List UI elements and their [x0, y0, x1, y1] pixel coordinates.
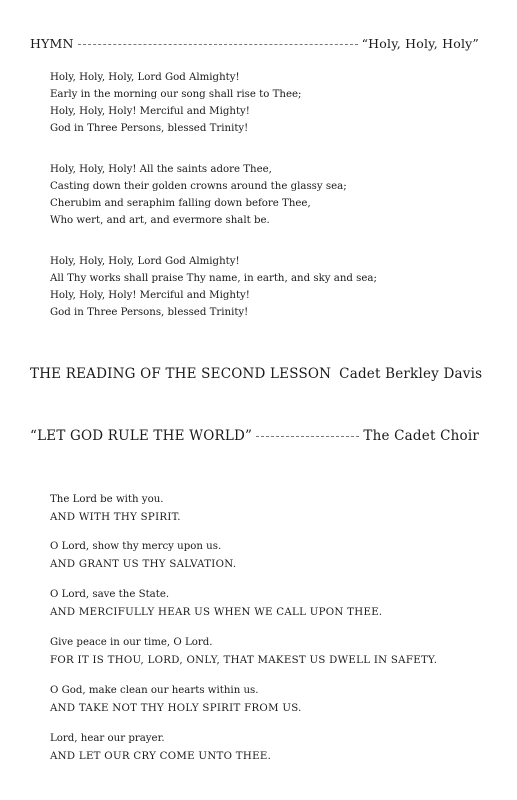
- versicle-line: O Lord, save the State.: [50, 589, 170, 600]
- lesson-label: THE READING OF THE SECOND LESSON: [30, 366, 332, 382]
- response-line: AND MERCIFULLY HEAR US WHEN WE CALL UPON THEE.: [50, 606, 383, 618]
- lesson-heading: [30, 366, 483, 382]
- anthem-heading: [30, 428, 479, 444]
- hymn-verse-3: [50, 253, 377, 321]
- verse-line: Who wert, and art, and evermore shalt be.: [50, 215, 270, 226]
- verse-line: Holy, Holy, Holy! Merciful and Mighty!: [50, 106, 250, 117]
- verse-line: Holy, Holy, Holy, Lord God Almighty!: [50, 72, 240, 83]
- anthem-title: “LET GOD RULE THE WORLD”: [30, 428, 253, 444]
- verse-line: Holy, Holy, Holy! All the saints adore Thee,: [50, 164, 272, 175]
- response-line: AND TAKE NOT THY HOLY SPIRIT FROM US.: [50, 702, 302, 714]
- versicle-line: O God, make clean our hearts within us.: [50, 685, 259, 696]
- verse-line: God in Three Persons, blessed Trinity!: [50, 123, 249, 134]
- hymn-label: HYMN: [30, 36, 74, 51]
- verse-line: Cherubim and seraphim falling down before Thee,: [50, 198, 311, 209]
- suffrage-6: [50, 730, 271, 765]
- suffrage-2: [50, 538, 236, 573]
- suffrage-4: [50, 634, 437, 669]
- verse-line: Holy, Holy, Holy! Merciful and Mighty!: [50, 290, 250, 301]
- hymn-title: “Holy, Holy, Holy”: [361, 36, 479, 51]
- lesson-reader: Cadet Berkley Davis: [339, 366, 483, 382]
- verse-line: Casting down their golden crowns around the glassy sea;: [50, 181, 347, 192]
- suffrage-3: [50, 586, 382, 621]
- verse-line: Holy, Holy, Holy, Lord God Almighty!: [50, 256, 240, 267]
- verse-line: God in Three Persons, blessed Trinity!: [50, 307, 249, 318]
- anthem-performer: The Cadet Choir: [363, 428, 479, 444]
- suffrage-1: [50, 491, 181, 526]
- versicle-line: O Lord, show thy mercy upon us.: [50, 541, 222, 552]
- versicle-line: The Lord be with you.: [50, 494, 164, 505]
- suffrage-5: [50, 682, 302, 717]
- versicle-line: Lord, hear our prayer.: [50, 733, 165, 744]
- response-line: FOR IT IS THOU, LORD, ONLY, THAT MAKEST US DWELL IN SAFETY.: [50, 654, 438, 666]
- verse-line: All Thy works shall praise Thy name, in earth, and sky and sea;: [50, 273, 377, 284]
- response-line: AND WITH THY SPIRIT.: [50, 511, 181, 523]
- hymn-verse-2: [50, 161, 347, 229]
- hymn-heading: [30, 36, 479, 51]
- versicle-line: Give peace in our time, O Lord.: [50, 637, 213, 648]
- response-line: AND GRANT US THY SALVATION.: [50, 558, 237, 570]
- hymn-leader-dots: [78, 44, 358, 45]
- response-line: AND LET OUR CRY COME UNTO THEE.: [50, 750, 272, 762]
- verse-line: Early in the morning our song shall rise to Thee;: [50, 89, 302, 100]
- hymn-verse-1: [50, 69, 301, 137]
- anthem-leader-dots: [256, 436, 359, 437]
